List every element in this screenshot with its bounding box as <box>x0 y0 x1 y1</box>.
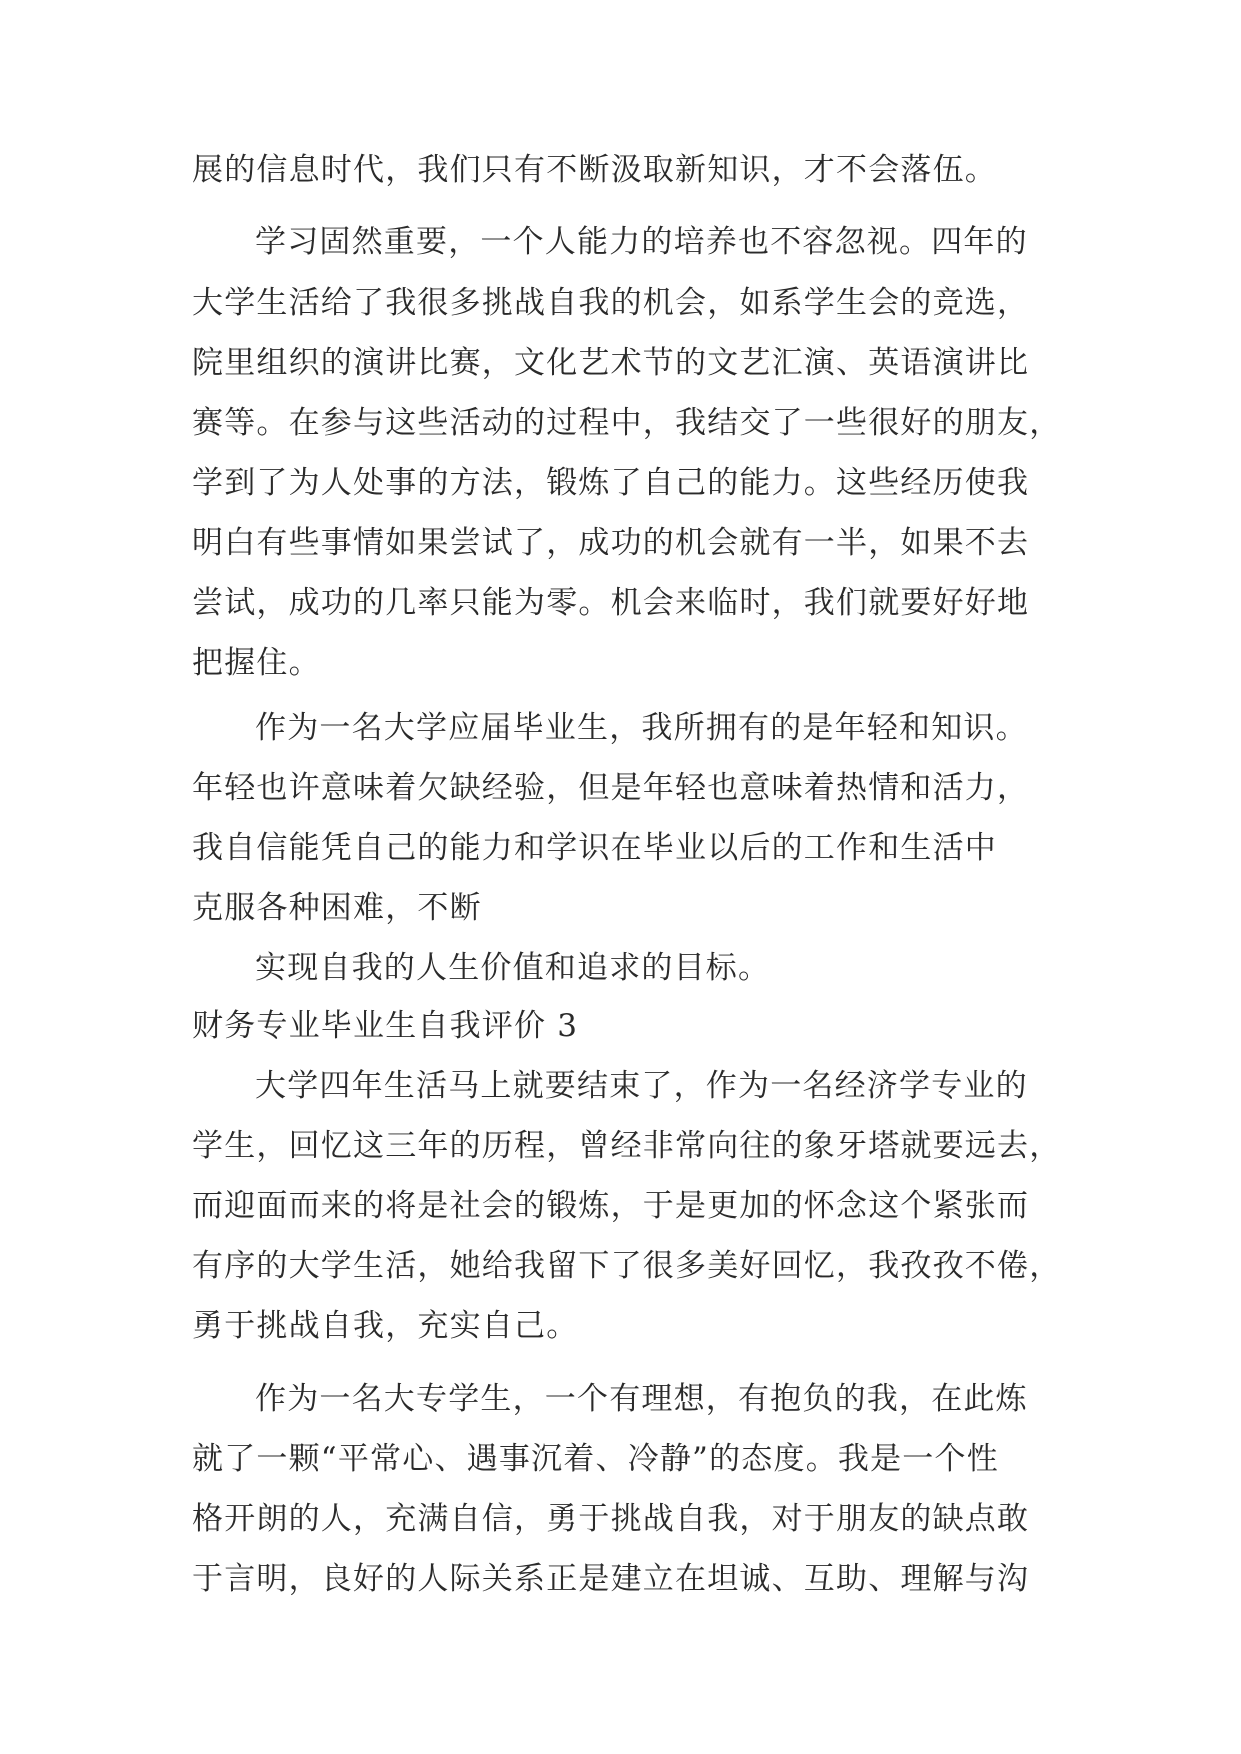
text-line: 于言明，良好的人际关系正是建立在坦诚、互助、理解与沟 <box>192 1561 1030 1597</box>
text-line: 赛等。在参与这些活动的过程中，我结交了一些很好的朋友， <box>192 405 1062 441</box>
text-line: 学习固然重要，一个人能力的培养也不容忽视。四年的 <box>255 224 1028 260</box>
text-line: 年轻也许意味着欠缺经验，但是年轻也意味着热情和活力， <box>192 770 1030 806</box>
text-line: 展的信息时代，我们只有不断汲取新知识，才不会落伍。 <box>192 152 997 188</box>
text-line: 就了一颗“平常心、遇事沉着、冷静”的态度。我是一个性 <box>192 1441 999 1477</box>
text-line: 大学四年生活马上就要结束了，作为一名经济学专业的 <box>255 1068 1028 1104</box>
text-line: 我自信能凭自己的能力和学识在毕业以后的工作和生活中 <box>192 830 997 866</box>
text-line: 而迎面而来的将是社会的锻炼，于是更加的怀念这个紧张而 <box>192 1188 1030 1224</box>
text-line: 尝试，成功的几率只能为零。机会来临时，我们就要好好地 <box>192 585 1030 621</box>
text-line: 勇于挑战自我，充实自己。 <box>192 1308 579 1344</box>
text-line: 作为一名大学应届毕业生，我所拥有的是年轻和知识。 <box>255 710 1028 746</box>
text-line: 作为一名大专学生，一个有理想，有抱负的我，在此炼 <box>255 1381 1028 1417</box>
text-line: 实现自我的人生价值和追求的目标。 <box>255 950 771 986</box>
text-line: 院里组织的演讲比赛，文化艺术节的文艺汇演、英语演讲比 <box>192 345 1030 381</box>
text-line: 明白有些事情如果尝试了，成功的机会就有一半，如果不去 <box>192 525 1030 561</box>
section-heading: 财务专业毕业生自我评价 3 <box>192 1008 579 1044</box>
text-line: 有序的大学生活，她给我留下了很多美好回忆，我孜孜不倦， <box>192 1248 1062 1284</box>
text-line: 把握住。 <box>192 645 321 681</box>
text-line: 学生，回忆这三年的历程，曾经非常向往的象牙塔就要远去， <box>192 1128 1062 1164</box>
text-line: 学到了为人处事的方法，锻炼了自己的能力。这些经历使我 <box>192 465 1030 501</box>
text-line: 大学生活给了我很多挑战自我的机会，如系学生会的竞选， <box>192 285 1030 321</box>
text-line: 格开朗的人，充满自信，勇于挑战自我，对于朋友的缺点敢 <box>192 1501 1030 1537</box>
text-line: 克服各种困难，不断 <box>192 890 482 926</box>
